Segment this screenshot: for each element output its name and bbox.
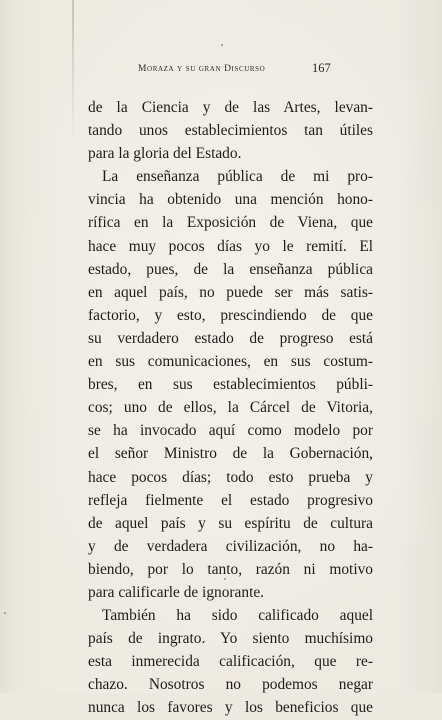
text-line: refleja fielmente el estado progresivo: [88, 491, 373, 509]
text-line: vincia ha obtenido una mención hono-: [88, 191, 373, 209]
text-line: para la gloria del Estado.: [88, 145, 242, 163]
text-line: el señor Ministro de la Gobernación,: [88, 445, 373, 463]
text-line: y de verdadera civilización, no ha-: [88, 537, 373, 555]
text-line: También ha sido calificado aquel: [102, 607, 373, 625]
text-line: de aquel país y su espíritu de cultura: [88, 514, 373, 532]
text-line: La enseñanza pública de mi pro-: [102, 168, 373, 186]
running-title: Moraza y su gran Discurso: [138, 64, 266, 74]
text-line: estado, pues, de la enseñanza pública: [88, 260, 373, 278]
text-line: rífica en la Exposición de Viena, que: [88, 214, 373, 232]
text-line: en sus comunicaciones, en sus costum-: [88, 353, 373, 371]
paper-speck: [221, 44, 223, 46]
text-line: esta inmerecida calificación, que re-: [88, 653, 373, 671]
paper-speck: [4, 612, 6, 614]
text-line: nunca los favores y los beneficios que: [88, 699, 373, 717]
text-line: cos; uno de ellos, la Cárcel de Vitoria,: [88, 399, 373, 417]
text-line: en aquel país, no puede ser más satis-: [88, 283, 373, 301]
text-line: para calificarle de ignorante.: [88, 583, 265, 601]
text-line: bres, en sus establecimientos públi-: [88, 376, 373, 394]
text-line: chazo. Nosotros no podemos negar: [88, 676, 373, 694]
text-line: hace muy pocos días yo le remití. El: [88, 237, 373, 255]
page-number: 167: [312, 61, 331, 75]
text-line: tando unos establecimientos tan útiles: [88, 122, 373, 140]
text-line: su verdadero estado de progreso está: [88, 329, 373, 347]
paper-speck: [224, 578, 226, 580]
text-line: país de ingrato. Yo siento muchísimo: [88, 630, 373, 648]
text-line: biendo, por lo tanto, razón ni motivo: [88, 560, 373, 578]
text-line: de la Ciencia y de las Artes, levan-: [88, 99, 373, 116]
running-header: [138, 64, 338, 74]
text-line: hace pocos días; todo esto prueba y: [88, 468, 373, 486]
page-fold-mark: [72, 0, 74, 140]
body-text: [88, 96, 373, 720]
text-line: se ha invocado aquí como modelo por: [88, 422, 373, 440]
text-line: factorio, y esto, prescindiendo de que: [88, 306, 373, 324]
